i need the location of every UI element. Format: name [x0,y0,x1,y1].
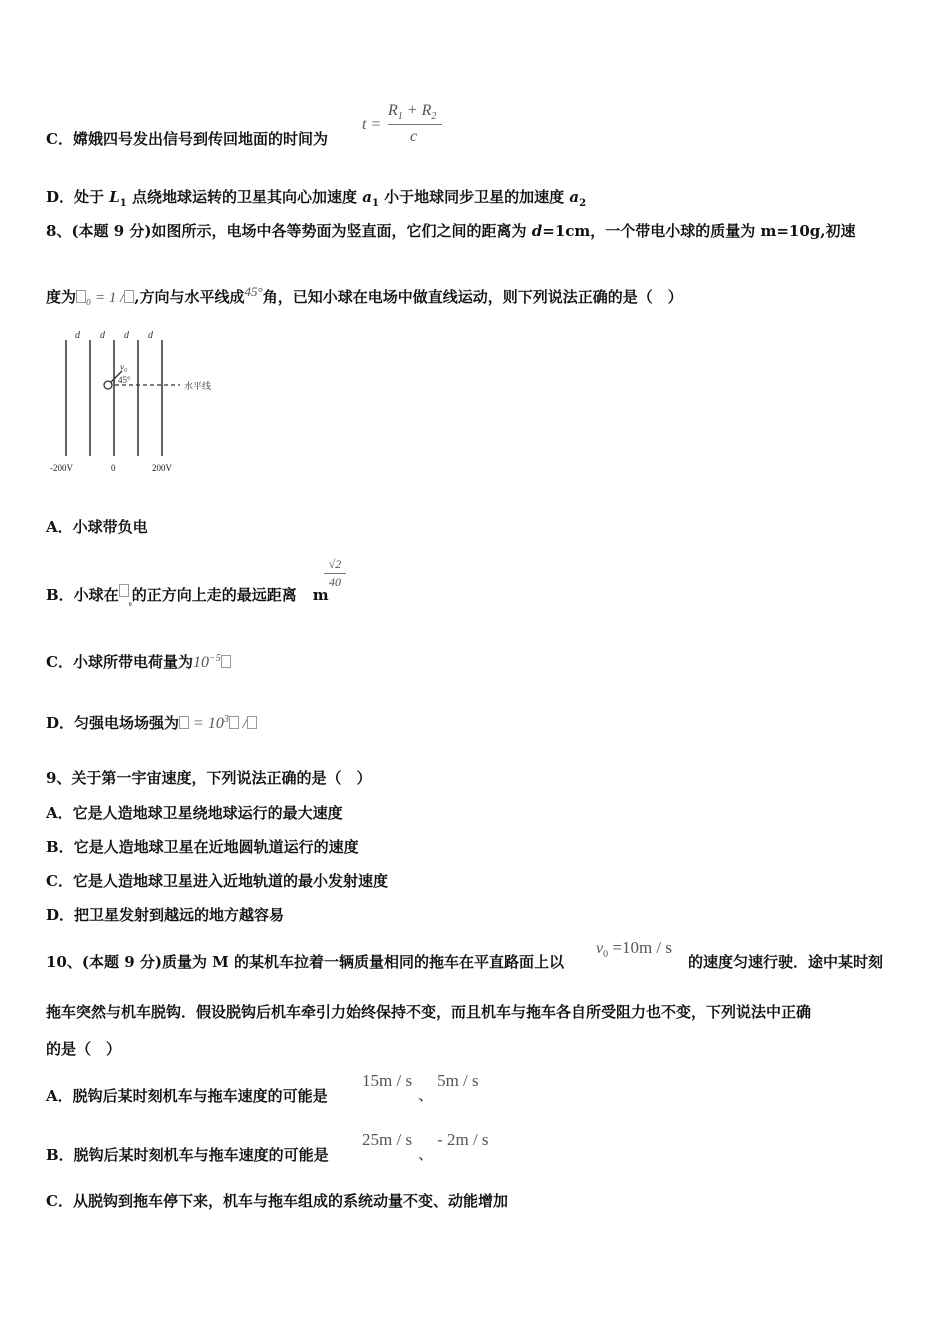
q10-option-c: C．从脱钩到拖车停下来，机车与拖车组成的系统动量不变、动能增加 [46,1192,508,1210]
q8-stem-line2: 度为 ₀ = 1 / ,方向与水平线成$^{45^\circ}$角，已知小球在电场中做直线运动，则下列说法正确的是（ ） [46,284,683,306]
q10-stem-line2: 拖车突然与机车脱钩．假设脱钩后机车牵引力始终保持不变，而且机车与拖车各自所受阻力也不变，下列说法中正确 [46,1003,812,1021]
q10-stem-line3: 的是（ ） [46,1040,122,1058]
q8-option-c: C．小球所带电荷量为$10^{-5}$ [46,651,231,672]
v0-label: v₀ [120,362,128,372]
d-label: d [148,330,153,341]
q9-option-c: C．它是人造地球卫星进入近地轨道的最小发射速度 [46,872,388,890]
q9-option-d: D．把卫星发射到越远的地方越容易 [46,906,285,924]
d-label: d [75,330,80,341]
q8-equipotential-figure [44,326,234,478]
voltage-label: 200V [152,463,172,473]
q10-option-a-values: 15m / s、5m / s [362,1071,479,1104]
q9-option-b: B．它是人造地球卫星在近地圆轨道运行的速度 [46,838,359,856]
angle-label: 45° [118,375,131,385]
q8-stem-line1: 8、(本题 9 分)如图所示，电场中各等势面为竖直面，它们之间的距离为 d=1cm，一个带电小球的质量为 m=10g,初速 [46,222,856,240]
q7-option-d: D．处于 $L_1$ 点绕地球运转的卫星其向心加速度 $a_1$ 小于地球同步卫星的加速度 $a_2$ [46,188,587,209]
voltage-label: 0 [111,463,116,473]
q8-option-d: D．匀强电场场强为 = $10^3$ / [46,712,257,733]
q9-option-a: A．它是人造地球卫星绕地球运行的最大速度 [46,804,343,822]
q9-stem: 9、关于第一宇宙速度，下列说法正确的是（ ） [46,769,372,787]
q7-option-c: C．嫦娥四号发出信号到传回地面的时间为 [46,130,328,148]
q8-option-b: B．小球在 $_{_0}$的正方向上走的最远距离 m [46,586,329,607]
q10-stem-line1: 10、(本题 9 分)质量为 M 的某机车拉着一辆质量相同的拖车在平直路面上以 [46,953,565,971]
voltage-label: -200V [50,463,73,473]
d-label: d [100,330,105,341]
charged-ball [104,381,112,389]
q10-v0-formula: $v_0 =10m / s$ [596,938,673,961]
q8-option-a: A．小球带负电 [46,518,148,536]
q10-option-b-values: 25m / s、- 2m / s [362,1130,489,1163]
q10-option-a: A．脱钩后某时刻机车与拖车速度的可能是 [46,1087,328,1105]
q10-stem-line1-end: 的速度匀速行驶．途中某时刻 [688,953,884,971]
q10-option-b: B．脱钩后某时刻机车与拖车速度的可能是 [46,1146,329,1164]
d-label: d [124,330,129,341]
q8-option-b-fraction: √2 40 [324,557,346,590]
horizontal-label: 水平线 [184,382,212,392]
